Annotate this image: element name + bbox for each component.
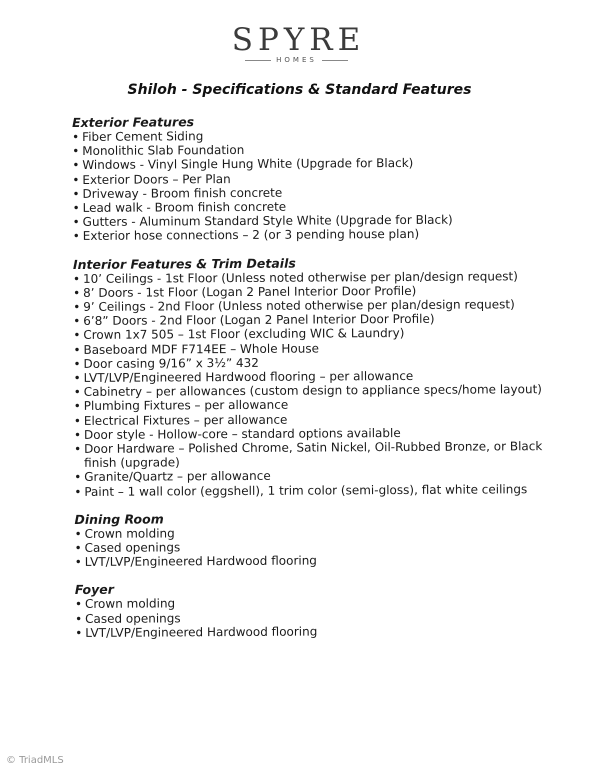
section-interior-features xyxy=(73,254,544,499)
logo-brand: SPYRE xyxy=(231,22,366,58)
list-item: • LVT/LVP/Engineered Hardwood flooring xyxy=(75,552,545,569)
list-item: • LVT/LVP/Engineered Hardwood flooring – per allowance xyxy=(74,368,544,385)
list-item: • Fiber Cement Siding xyxy=(72,127,542,144)
list-item: • Exterior hose connections – 2 (or 3 pending house plan) xyxy=(73,227,543,244)
feature-list xyxy=(72,127,543,243)
list-item: • Plumbing Fixtures – per allowance xyxy=(74,397,544,414)
list-item: • Windows - Vinyl Single Hung White (Upgrade for Black) xyxy=(72,156,542,173)
list-item: • Electrical Fixtures – per allowance xyxy=(74,411,544,428)
list-item: • Monolithic Slab Foundation xyxy=(72,141,542,158)
list-item: • Door casing 9/16” x 3½” 432 xyxy=(73,354,543,371)
list-item: • Lead walk - Broom finish concrete xyxy=(73,198,543,215)
list-item: • Baseboard MDF F714EE – Whole House xyxy=(73,340,543,357)
list-item: • 6’8” Doors - 2nd Floor (Logan 2 Panel Interior Door Profile) xyxy=(73,311,543,328)
section-foyer xyxy=(75,580,545,640)
document-title: Shiloh - Specifications & Standard Features xyxy=(127,82,472,98)
logo-rule-right xyxy=(322,60,348,61)
logo-rule-left xyxy=(245,60,271,61)
list-item: • Cased openings xyxy=(75,609,545,626)
section-dining-room xyxy=(74,509,544,569)
list-item: • Gutters - Aluminum Standard Style White (Upgrade for Black) xyxy=(73,212,543,229)
list-item: • Cabinetry – per allowances (custom design to appliance specs/home layout) xyxy=(74,382,544,399)
list-item: • Paint – 1 wall color (eggshell), 1 trim color (semi-gloss), flat white ceilings xyxy=(74,482,544,499)
list-item: • Crown 1x7 505 – 1st Floor (excluding WIC & Laundry) xyxy=(73,326,543,343)
list-item: • Driveway - Broom finish concrete xyxy=(72,184,542,201)
section-title: Dining Room xyxy=(74,511,164,527)
list-item: • LVT/LVP/Engineered Hardwood flooring xyxy=(75,623,545,640)
section-title: Foyer xyxy=(74,582,114,598)
logo-subtitle xyxy=(0,56,593,64)
section-exterior-features xyxy=(72,112,543,243)
section-title: Interior Features & Trim Details xyxy=(72,255,296,272)
list-item: • 8’ Doors - 1st Floor (Logan 2 Panel Interior Door Profile) xyxy=(73,283,543,300)
feature-list xyxy=(75,524,545,569)
list-item: • Crown molding xyxy=(75,595,545,612)
logo-sub-text: HOMES xyxy=(276,56,317,64)
list-item: • Door style - Hollow-core – standard options available xyxy=(74,425,544,442)
list-item: • 10’ Ceilings - 1st Floor (Unless noted otherwise per plan/design request) xyxy=(73,269,543,286)
list-item: • Granite/Quartz – per allowance xyxy=(74,468,544,485)
spyre-homes-logo xyxy=(0,22,593,64)
list-item: • 9’ Ceilings - 2nd Floor (Unless noted otherwise per plan/design request) xyxy=(73,297,543,314)
list-item: • Crown molding xyxy=(75,524,545,541)
list-item: • Door Hardware – Polished Chrome, Satin Nickel, Oil-Rubbed Bronze, or Black finish (upgrade) xyxy=(74,439,544,470)
list-item: • Exterior Doors – Per Plan xyxy=(72,170,542,187)
list-item: • Cased openings xyxy=(75,538,545,555)
feature-list xyxy=(73,269,544,499)
specifications-content xyxy=(72,112,545,653)
section-title: Exterior Features xyxy=(72,114,195,130)
feature-list xyxy=(75,595,545,640)
triadmls-watermark: © TriadMLS xyxy=(6,755,64,766)
